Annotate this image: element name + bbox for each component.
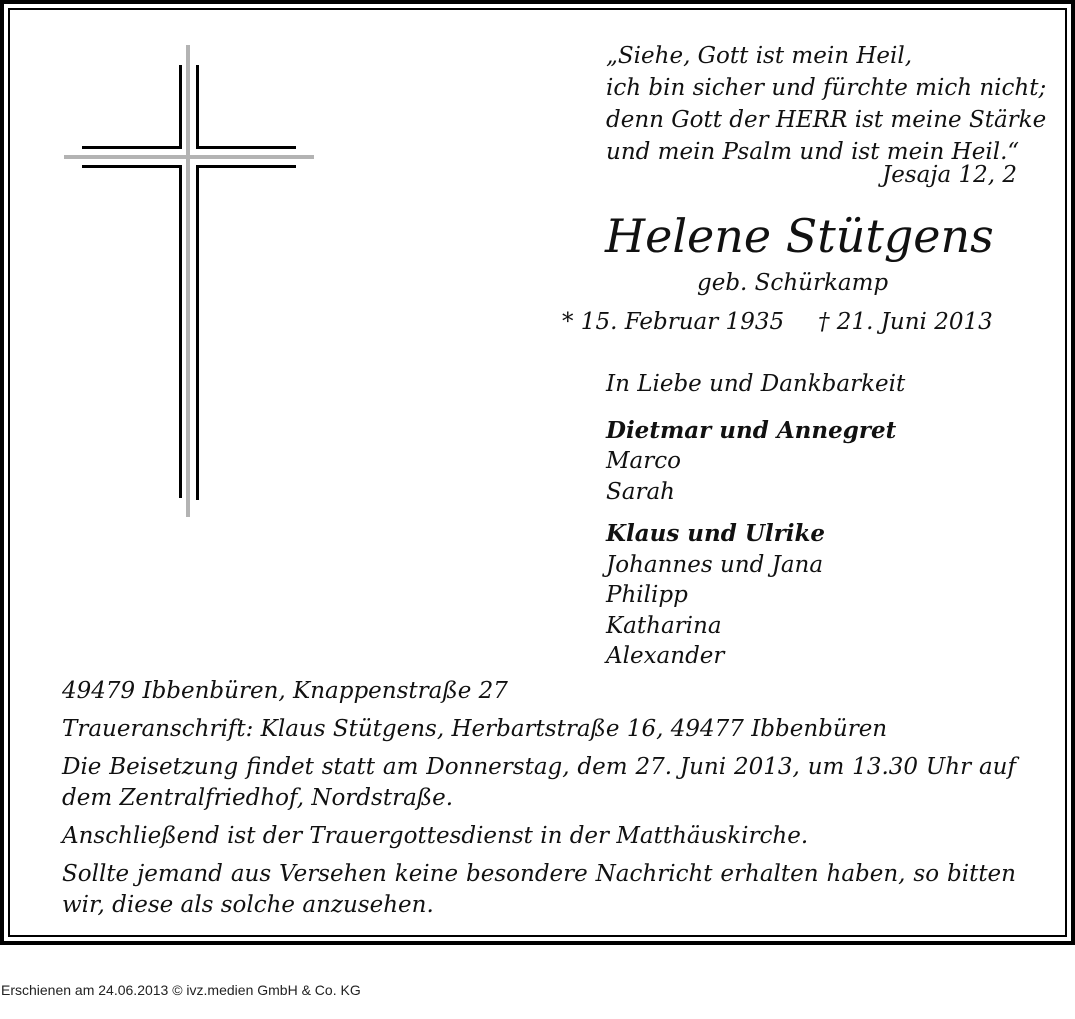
- verse-line: ich bin sicher und fürchte mich nicht;: [606, 75, 1047, 101]
- family-member: Alexander: [606, 643, 725, 669]
- maiden-name: geb. Schürkamp: [697, 270, 889, 296]
- burial-info: Die Beisetzung findet statt am Donnerstag, dem 27. Juni 2013, um 13.30 Uhr auf dem Zentralfriedhof, Nordstraße.: [62, 754, 1016, 811]
- verse-reference: Jesaja 12, 2: [881, 162, 1017, 188]
- family-member: Katharina: [606, 612, 722, 639]
- deceased-name: Helene Stütgens: [605, 209, 994, 263]
- birth-date: * 15. Februar 1935: [562, 309, 785, 335]
- family-group-head: Dietmar und Annegret: [606, 416, 897, 444]
- notification-note: Sollte jemand aus Versehen keine besondere Nachricht erhalten haben, so bitten wir, diese als solche anzusehen.: [62, 861, 1016, 918]
- family-member: Marco: [606, 448, 681, 474]
- family-member: Johannes und Jana: [606, 551, 824, 578]
- family-member: Philipp: [606, 582, 688, 608]
- notice-details: [62, 676, 1016, 928]
- verse-line: „Siehe, Gott ist mein Heil,: [606, 43, 913, 69]
- verse-line: denn Gott der HERR ist meine Stärke: [606, 107, 1047, 133]
- death-date: † 21. Juni 2013: [818, 309, 993, 335]
- address-line: 49479 Ibbenbüren, Knappenstraße 27: [62, 678, 508, 704]
- family-group-head: Klaus und Ulrike: [606, 520, 826, 547]
- family-member: Sarah: [606, 478, 675, 505]
- cross-icon: [60, 45, 320, 520]
- mourners-intro: In Liebe und Dankbarkeit: [606, 371, 906, 397]
- mourners-list: [606, 369, 905, 672]
- bible-verse: [606, 40, 1046, 168]
- mourning-address: Traueranschrift: Klaus Stütgens, Herbartstraße 16, 49477 Ibbenbüren: [62, 716, 888, 742]
- publication-footer: Erschienen am 24.06.2013 © ivz.medien GmbH & Co. KG: [1, 982, 361, 998]
- service-info: Anschließend ist der Trauergottesdienst in der Matthäuskirche.: [62, 823, 809, 849]
- verse-line: und mein Psalm und ist mein Heil.“: [606, 139, 1020, 165]
